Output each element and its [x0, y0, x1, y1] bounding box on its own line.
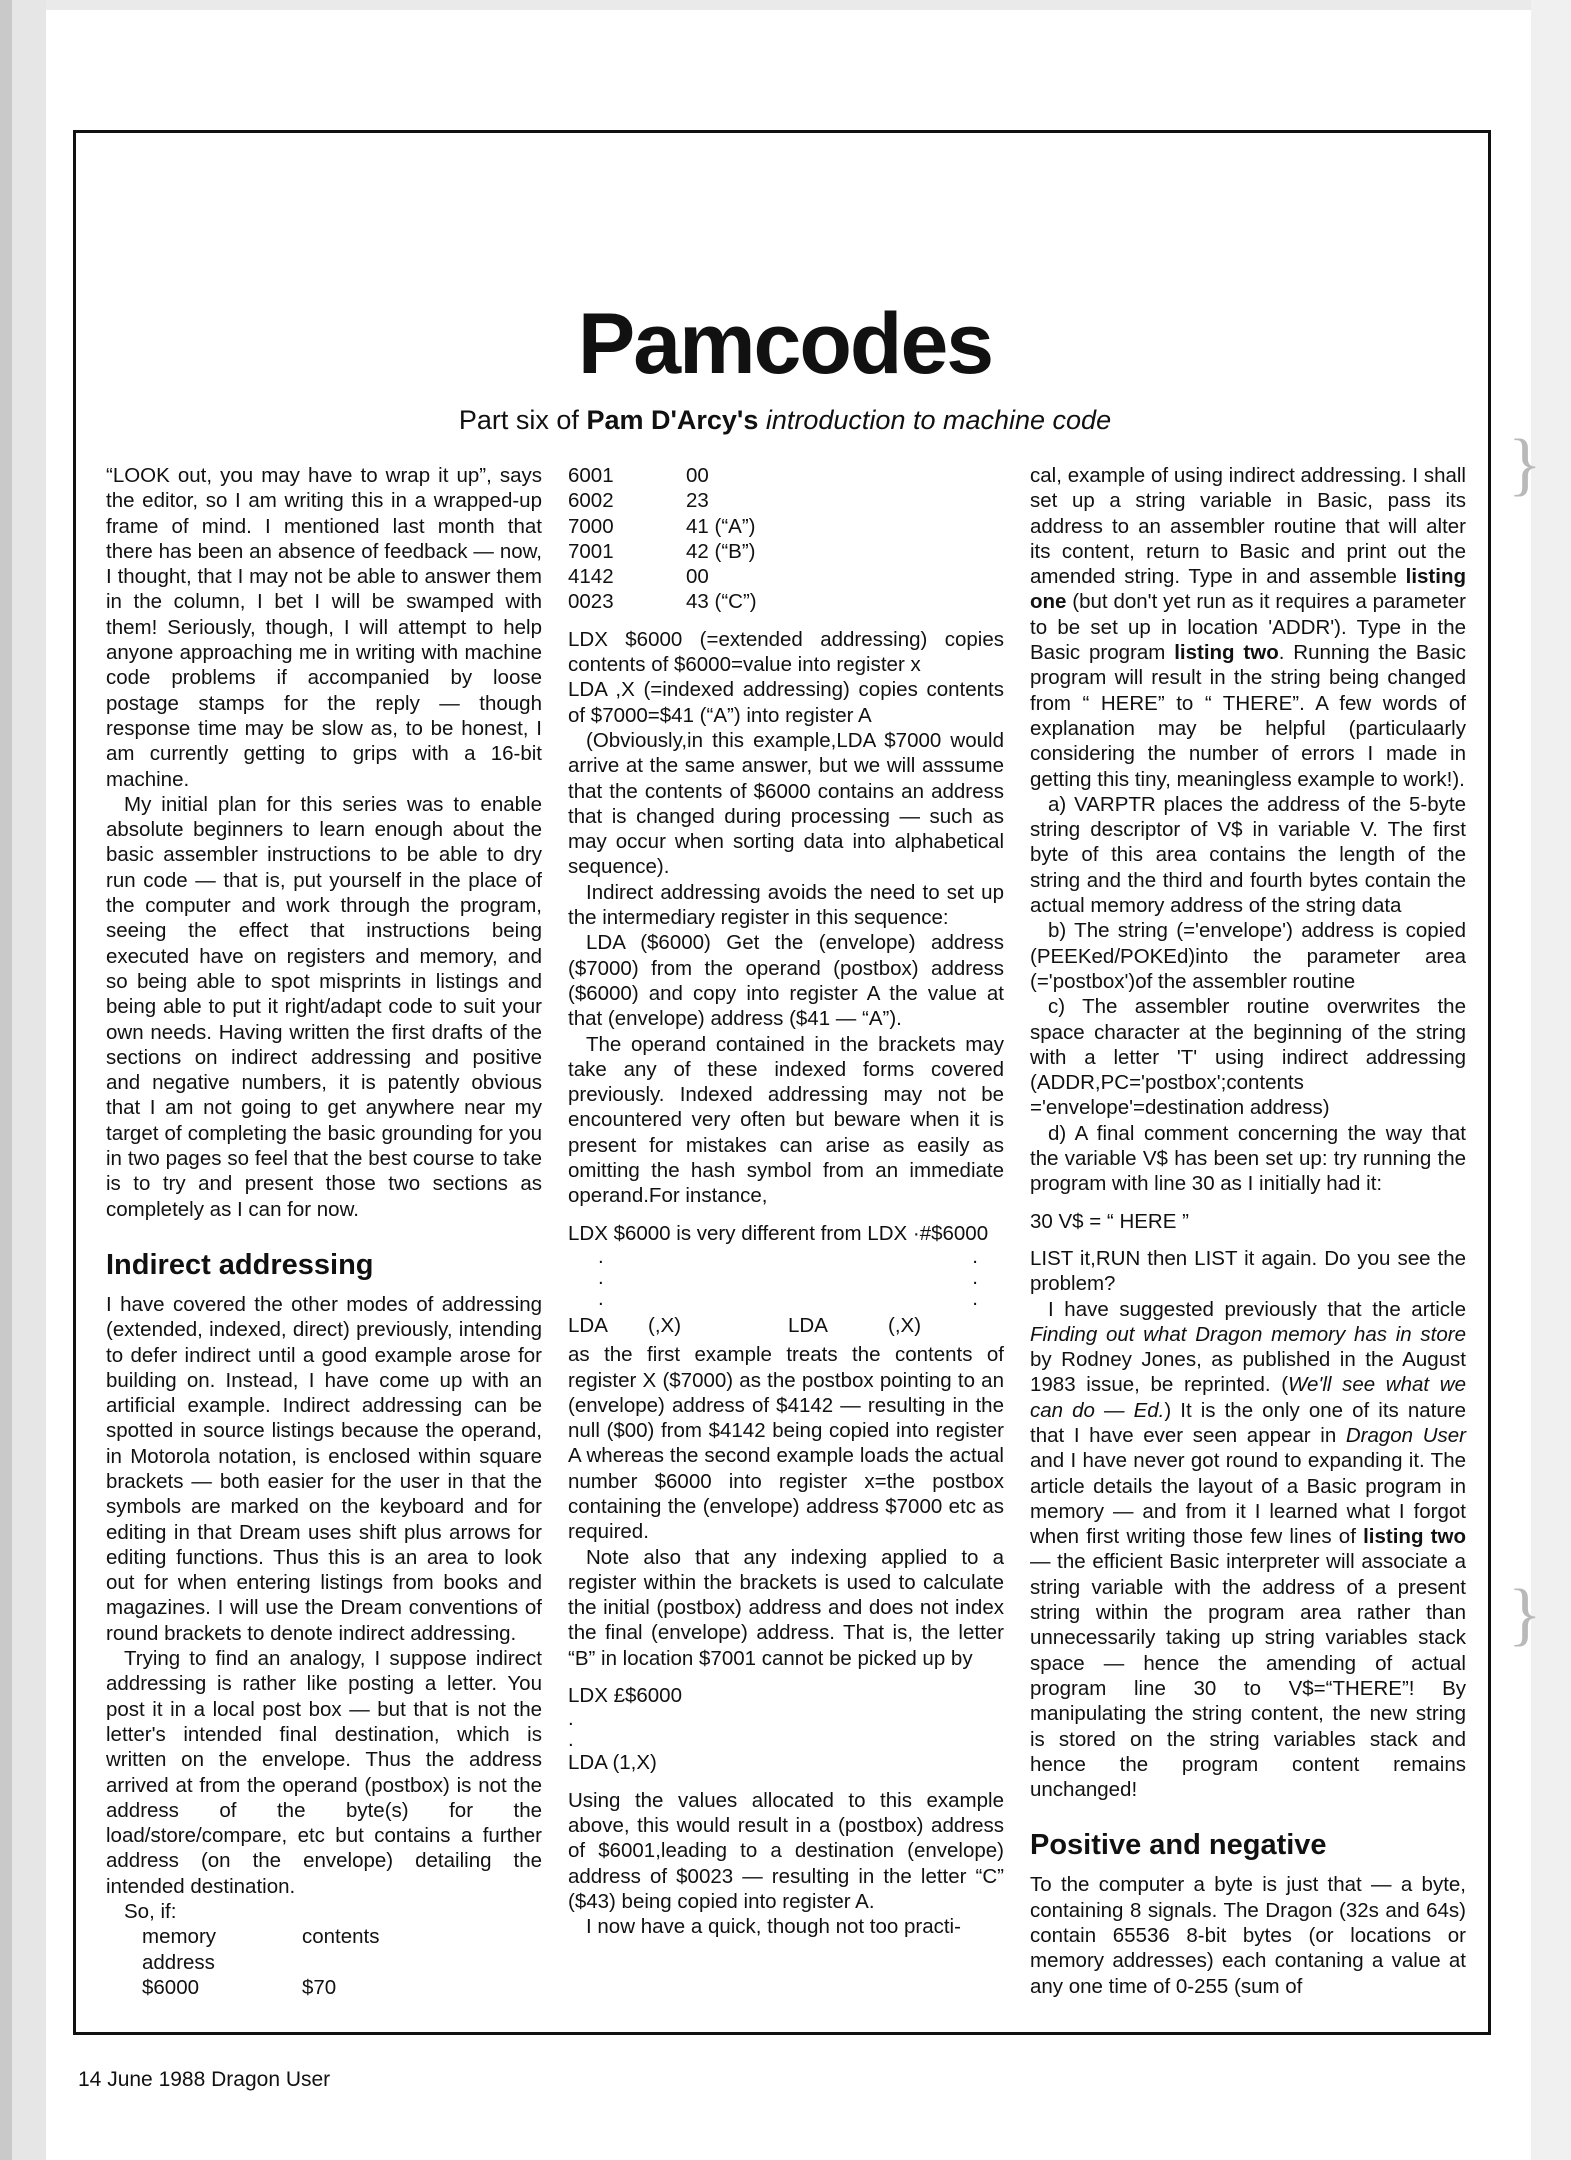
memory-address: 4142 [568, 565, 614, 589]
paragraph: “LOOK out, you may have to wrap it up”, says the editor, so I am writing this in a wrapped-up frame of mind. I mentioned last month that there has been an absence of feedback — now, I thought, that I may not be able to answer them in the column, I bet I will be swamped with them! Seriously, though, I will attempt to help anyone approaching me in writing with machine code problems if accompanied by loose postage stamps for the reply — though response time may be slow as, to be honest, I am currently getting to grips with a 16-bit machine. [106, 464, 542, 791]
scan-artifact-bracket-bottom: } [1508, 1576, 1542, 1653]
memory-row [568, 514, 1004, 539]
paragraph: LDA ($6000) Get the (envelope) address ($7000) from the operand (postbox) address ($6000) and copy into register A the value at that (envelope) address ($41 — “A”). [568, 931, 1004, 1031]
article-title-ref: Finding out what Dragon memory has in store [1030, 1322, 1466, 1346]
section-heading-indirect-addressing: Indirect addressing [106, 1248, 374, 1281]
paragraph: Trying to find an analogy, I suppose indirect addressing is rather like posting a letter. You post it in a local post box — but that is not the letter's intended final destination, which is written on the envelope. Thus the address arrived at from the operand (postbox) is not the address of the byte(s) for the load/store/compare, etc but contains a further address (on the envelope) detailing the intended destination. [106, 1647, 542, 1898]
paragraph: My initial plan for this series was to enable absolute beginners to learn enough about the basic assembler instructions to be able to dry run code — that is, put yourself in the place of the computer and work through the program, seeing the effect that instructions being executed have on registers and memory, and so being able to spot misprints in listings and being able to put it right/adapt code to suit your own needs. Having written the first drafts of the sections on indirect addressing and positive and negative numbers, it is patently obvious that I am not going to get anywhere near my target of completing the basic grounding for you in two pages so feel that the best course to take is to try and present those two sections as completely as I can for now. [106, 792, 542, 1221]
paragraph: c) The assembler routine overwrites the space character at the beginning of the string with a letter 'T' using indirect addressing (ADDR,PC='postbox';contents ='envelope'=destination address) [1030, 995, 1466, 1120]
paragraph: Indirect addressing avoids the need to set up the intermediary register in this sequence: [568, 880, 1004, 930]
text-run: — the efficient Basic interpreter will associate a string variable with the address of a present string within the program area rather than unnecessarily taking up string variables stack space — hence the amending of actual program line 30 to V$=“THERE”! By manipulating the string content, the new string is stored on the string variables stack and hence the program content remains unchanged! [1030, 1550, 1466, 1802]
listing-two-ref: listing two [1363, 1525, 1466, 1549]
page-footer: 14 June 1988 Dragon User [78, 2068, 331, 2091]
listing-two-ref: listing two [1174, 641, 1279, 665]
text-run: by Rodney Jones, as published in the August 1983 issue, be reprinted. ( [1030, 1348, 1466, 1397]
paragraph: b) The string (='envelope') address is copied (PEEKed/POKEd)into the parameter area (='postbox')of the assembler routine [1030, 919, 1466, 993]
memory-listing [568, 463, 1004, 615]
memory-table-cell-address: $6000 [142, 1975, 200, 1999]
memory-address: 7000 [568, 514, 614, 538]
code-dots: . [568, 1707, 574, 1731]
code-dots [568, 1246, 978, 1267]
memory-table-header-address2: address [142, 1950, 215, 1974]
dot: . [598, 1244, 604, 1268]
subtitle-pre: Part six of [458, 405, 587, 435]
article-columns [106, 463, 1466, 2000]
memory-table-header-contents: contents [302, 1925, 380, 1949]
text-run: cal, example of using indirect addressing. I shall set up a string variable in Basic, pass its address to an assembler routine that will alter its content, return to Basic and print out the amended string. Type in and assemble [1030, 464, 1466, 589]
lda-right-operand: (,X) [888, 1313, 922, 1337]
code-dots [568, 1288, 978, 1309]
memory-address: 7001 [568, 539, 614, 563]
memory-address: 6002 [568, 489, 614, 513]
memory-value: 00 [686, 565, 709, 589]
dot: . [972, 1244, 978, 1268]
memory-value: 00 [686, 464, 709, 487]
scan-artifact-bracket-top: } [1508, 426, 1542, 503]
article-subtitle [76, 405, 1494, 436]
memory-row [568, 589, 1004, 614]
dot: . [598, 1286, 604, 1310]
column-one [106, 463, 542, 2000]
text-run: and I have never got round to expanding it. The article details the layout of a Basic program in memory — and from it I learned what I forgot when first writing those few lines of [1030, 1449, 1466, 1549]
paragraph: as the first example treats the contents of register X ($7000) as the postbox pointing to an (envelope) address of $4142 — resulting in the null ($00) from $4142 being copied into register A whereas the second example loads the actual number $6000 into register x=the postbox containing the (envelope) address $7000 etc as required. [568, 1343, 1004, 1544]
memory-row [568, 463, 1004, 488]
memory-value: 42 (“B”) [686, 539, 756, 563]
paragraph: To the computer a byte is just that — a byte, containing 8 signals. The Dragon (32s and 64s) contain 65536 8-bit bytes (or locations or memory addresses) each contaning a value at any one time of 0-255 (sum of [1030, 1873, 1466, 1998]
paragraph [1030, 1297, 1466, 1803]
paragraph: Using the values allocated to this example above, this would result in a (postbox) address of $6001,leading to a destination (envelope) address of $0023 — resulting in the letter “C” ($43) being copied into register A. [568, 1788, 1004, 1913]
article-frame [73, 130, 1491, 2035]
dot: . [972, 1265, 978, 1289]
lda-left-mnemonic: LDA [568, 1313, 608, 1337]
paragraph: a) VARPTR places the address of the 5-byte string descriptor of V$ in variable V. The first byte of this area contains the length of the string and the third and fourth bytes contain the actual memory address of the string data [1030, 792, 1466, 918]
paragraph: I now have a quick, though not too practi- [586, 1915, 961, 1939]
scan-edge-top [0, 0, 1571, 10]
listing-one-ref: listing one [1030, 565, 1466, 614]
paragraph: I have covered the other modes of addressing (extended, indexed, direct) previously, intending to defer indirect until a good example arose for building on. Instead, I have come up with an artificial example. Indirect addressing can be spotted in source listings because the operand, in Motorola notation, is enclosed within square brackets — both easier for the user in that the symbols are marked on the keyboard and for editing in that Dream uses shift plus arrows for editing functions. Thus this is an area to look out for when entering listings from books and magazines. I will use the Dream conventions of round brackets to denote indirect addressing. [106, 1292, 542, 1645]
paragraph: LDX $6000 (=extended addressing) copies contents of $6000=value into register x [568, 627, 1004, 677]
paragraph: (Obviously,in this example,LDA $7000 would arrive at the same answer, but we will asssume that the contents of $6000 contains an address that is changed during processing — such as may occur when sorting data into alphabetical sequence). [568, 728, 1004, 879]
code-line: LDX £$6000 [568, 1684, 682, 1708]
paragraph [1030, 463, 1466, 792]
memory-row [568, 564, 1004, 589]
section-heading-positive-and-negative: Positive and negative [1030, 1829, 1327, 1862]
memory-table-header-address: memory [142, 1925, 217, 1949]
code-line: 30 V$ = “ HERE ” [1030, 1209, 1189, 1233]
memory-value: 41 (“A”) [686, 514, 756, 538]
lda-right-mnemonic: LDA [788, 1313, 828, 1337]
magazine-name-ref: Dragon User [1345, 1423, 1466, 1447]
page-title: Pamcodes [577, 296, 993, 392]
memory-table [106, 1924, 542, 2000]
memory-address: 6001 [568, 464, 614, 487]
memory-row [568, 539, 1004, 564]
memory-row [568, 488, 1004, 513]
paragraph: LIST it,RUN then LIST it again. Do you see the problem? [1030, 1246, 1466, 1296]
paragraph: LDA ,X (=indexed addressing) copies contents of $7000=$41 (“A”) into register A [568, 678, 1004, 727]
subtitle-post: introduction to machine code [758, 405, 1112, 435]
editor-note: We'll see what we can do — Ed. [1030, 1373, 1466, 1422]
code-dots [568, 1267, 978, 1288]
scan-edge-left-dark [0, 0, 12, 2160]
code-line: LDX $6000 is very different from LDX ·#$6000 [568, 1221, 989, 1245]
paragraph: d) A final comment concerning the way that the variable V$ has been set up: try running the program with line 30 as I initially had it: [1030, 1121, 1466, 1196]
subtitle-author: Pam D'Arcy's [586, 405, 759, 435]
column-two [568, 463, 1004, 2000]
code-lda-comparison [568, 1313, 1004, 1338]
memory-address: 0023 [568, 590, 614, 614]
paragraph: The operand contained in the brackets may take any of these indexed forms covered previously. Indexed addressing may not be encountered very often but beware when it is present for mistakes can arise as easily as omitting the hash symbol from an immediate operand.For instance, [568, 1032, 1004, 1208]
memory-value: 43 (“C”) [686, 590, 757, 614]
dot: . [972, 1286, 978, 1310]
text-run: I have suggested previously that the article [1048, 1297, 1466, 1321]
text-run: ) It is the only one of its nature that I have ever seen appear in [1030, 1398, 1467, 1447]
column-three [1030, 463, 1466, 2000]
memory-table-cell-value: $70 [302, 1975, 337, 1999]
text-run: . Running the Basic program will result in the string being changed from “ HERE” to “ THERE”. A few words of explanation may be helpful (particulaarly considering the number of errors I made in getting this tiny, meaningless example to work!). [1030, 641, 1466, 791]
text-run: (but don't yet run as it requires a parameter to be set up in location 'ADDR'). Type in the Basic program [1030, 590, 1466, 665]
lda-left-operand: (,X) [648, 1313, 682, 1337]
paragraph: Note also that any indexing applied to a register within the brackets is used to calculate the initial (postbox) address and does not index the final (envelope) address. That is, the letter “B” in location $7001 cannot be picked up by [568, 1545, 1004, 1670]
scan-edge-right [1531, 0, 1571, 2160]
memory-value: 23 [686, 489, 709, 513]
code-line: LDA (1,X) [568, 1751, 657, 1775]
dot: . [598, 1265, 604, 1289]
paragraph: So, if: [124, 1900, 177, 1924]
code-dots: . [568, 1728, 574, 1752]
